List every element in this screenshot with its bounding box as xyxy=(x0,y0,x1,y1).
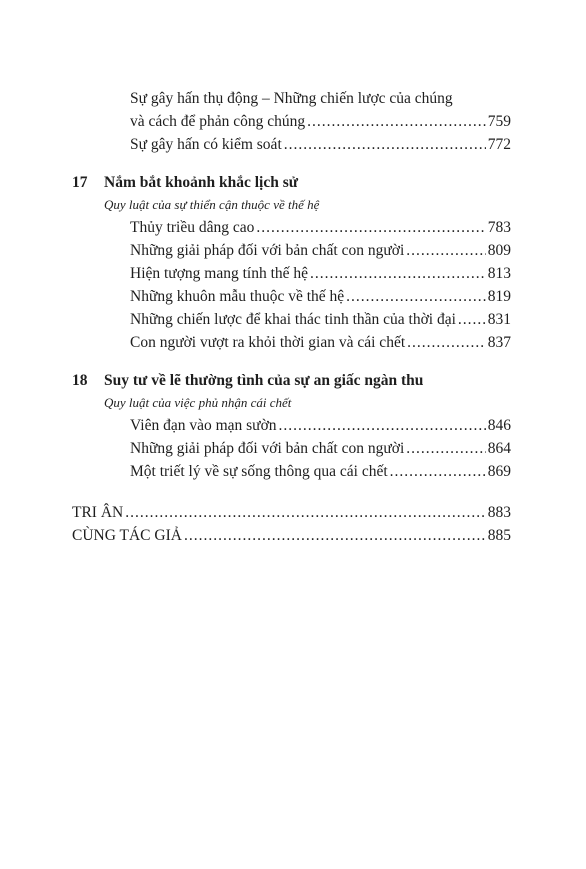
dot-leader xyxy=(406,438,485,460)
chapter-law xyxy=(104,194,504,216)
toc-entry-page: 864 xyxy=(487,440,511,457)
dot-leader xyxy=(284,134,486,156)
chapter-number: 17 xyxy=(72,174,88,191)
toc-entry-title: Một triết lý về sự sống thông qua cái chết xyxy=(130,463,388,480)
dot-leader xyxy=(458,309,486,331)
toc-entry-title: Sự gây hấn có kiểm soát xyxy=(130,136,282,153)
toc-entry-title: Những giải pháp đối với bản chất con người xyxy=(130,440,405,457)
dot-leader xyxy=(310,263,486,285)
toc-entry-page: 837 xyxy=(487,334,511,351)
dot-leader xyxy=(406,240,485,262)
toc-entry-back-matter[interactable] xyxy=(72,502,511,524)
dot-leader xyxy=(256,217,485,239)
toc-entry-title: TRI ÂN xyxy=(72,504,124,521)
toc-entry-title: CÙNG TÁC GIẢ xyxy=(72,527,182,544)
dot-leader xyxy=(307,111,486,133)
toc-entry[interactable] xyxy=(130,263,511,285)
dot-leader xyxy=(279,415,486,437)
toc-entry-title: Những khuôn mẫu thuộc về thế hệ xyxy=(130,288,345,305)
chapter-law-text: Quy luật của sự thiển cận thuộc về thế hệ xyxy=(104,197,320,212)
toc-entry-title: Những chiến lược để khai thác tinh thần của thời đại xyxy=(130,311,456,328)
toc-entry-title: Viên đạn vào mạn sườn xyxy=(130,417,277,434)
dot-leader xyxy=(184,525,486,547)
toc-entry-page: 809 xyxy=(487,242,511,259)
toc-entry[interactable] xyxy=(130,286,511,308)
toc-entry[interactable] xyxy=(130,134,511,156)
toc-entry[interactable] xyxy=(130,240,511,262)
toc-entry-back-matter[interactable] xyxy=(72,525,511,547)
toc-entry[interactable] xyxy=(130,461,511,483)
toc-entry-text xyxy=(130,88,510,110)
dot-leader xyxy=(390,461,486,483)
toc-entry-page: 831 xyxy=(487,311,511,328)
toc-entry[interactable] xyxy=(130,111,511,133)
toc-entry[interactable] xyxy=(130,217,511,239)
toc-entry[interactable] xyxy=(130,415,511,437)
toc-entry-page: 772 xyxy=(487,136,511,153)
toc-entry-page: 869 xyxy=(487,463,511,480)
dot-leader xyxy=(407,332,486,354)
chapter-number: 18 xyxy=(72,372,88,389)
toc-entry-page: 819 xyxy=(487,288,511,305)
toc-entry-title: Thủy triều dâng cao xyxy=(130,219,255,236)
toc-entry-page: 885 xyxy=(487,527,511,544)
toc-entry-page: 883 xyxy=(487,504,511,521)
chapter-law xyxy=(104,392,504,414)
toc-entry-page: 783 xyxy=(487,219,511,236)
toc-entry-title: Những giải pháp đối với bản chất con người xyxy=(130,242,405,259)
toc-entry[interactable] xyxy=(130,309,511,331)
toc-entry[interactable] xyxy=(130,438,511,460)
toc-entry[interactable] xyxy=(130,332,511,354)
dot-leader xyxy=(125,502,486,524)
chapter-law-text: Quy luật của việc phủ nhận cái chết xyxy=(104,395,292,410)
toc-entry-page: 759 xyxy=(487,113,511,130)
dot-leader xyxy=(346,286,486,308)
toc-entry-title: Sự gây hấn thụ động – Những chiến lược của chúng xyxy=(130,90,453,107)
chapter-heading[interactable] xyxy=(72,172,512,194)
toc-entry-title: Hiện tượng mang tính thế hệ xyxy=(130,265,309,282)
toc-entry-title: Con người vượt ra khỏi thời gian và cái chết xyxy=(130,334,406,351)
chapter-title: Suy tư về lẽ thường tình của sự an giấc ngàn thu xyxy=(104,372,424,389)
toc-entry-page: 846 xyxy=(487,417,511,434)
chapter-heading[interactable] xyxy=(72,370,512,392)
toc-entry-title: và cách để phản công chúng xyxy=(130,113,306,130)
toc-entry-page: 813 xyxy=(487,265,511,282)
chapter-title: Nắm bắt khoảnh khắc lịch sử xyxy=(104,174,299,191)
